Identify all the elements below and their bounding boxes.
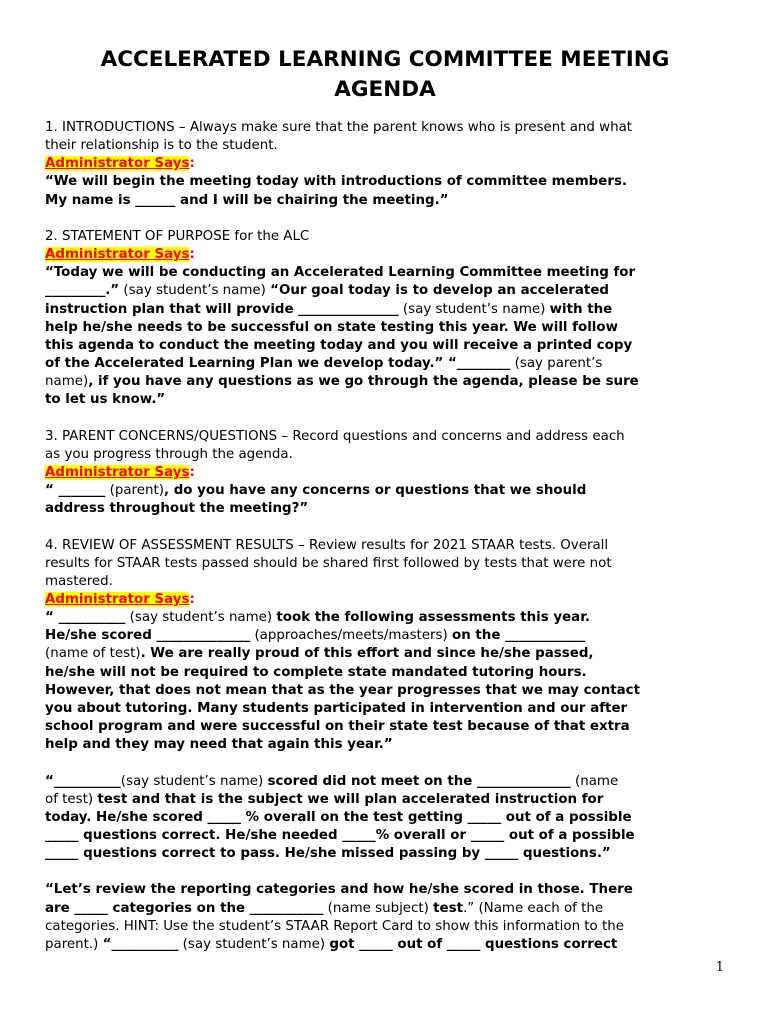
script-bold: _________.” <box>45 283 120 299</box>
script-line: today. He/she scored _____ % overall on the test getting _____ out of a possible <box>45 809 632 825</box>
section-parent-concerns <box>45 428 723 519</box>
administrator-says-colon: : <box>189 592 195 608</box>
script-line <box>45 936 723 954</box>
administrator-says-colon: : <box>189 247 195 263</box>
section-instruction: their relationship is to the student. <box>45 138 278 154</box>
script-bold: . We are really proud of this effort and since he/she passed, <box>140 646 594 662</box>
script-bold: with the <box>549 301 613 317</box>
script-line <box>45 773 723 791</box>
agenda-body <box>45 119 723 954</box>
section-instruction: mastered. <box>45 573 113 589</box>
script-line <box>45 482 723 500</box>
script-line: _____ questions correct to pass. He/she missed passing by _____ questions.” <box>45 846 611 862</box>
administrator-says-highlight: Administrator Says <box>45 464 190 480</box>
script-line: “Today we will be conducting an Accelerated Learning Committee meeting for <box>45 265 636 281</box>
script-note: (approaches/meets/masters) <box>250 628 453 644</box>
script-line <box>45 645 723 663</box>
script-line <box>45 282 723 300</box>
administrator-says-highlight: Administrator Says <box>45 592 190 608</box>
script-line <box>45 627 723 645</box>
script-line: However, that does not mean that as the year progresses that we may contact <box>45 682 641 698</box>
script-note: name) <box>45 374 89 390</box>
script-note: (name subject) <box>323 900 434 916</box>
title-line-1: ACCELERATED LEARNING COMMITTEE MEETING <box>100 47 670 72</box>
script-bold: instruction plan that will provide _______________ <box>45 301 399 317</box>
script-note: (name of test) <box>45 646 141 662</box>
script-line: you about tutoring. Many students participated in intervention and our after <box>45 700 628 716</box>
section-heading: 1. INTRODUCTIONS – Always make sure that the parent knows who is present and what <box>45 120 633 135</box>
script-line: _____ questions correct. He/she needed _____% overall or _____ out of a possible <box>45 828 635 844</box>
script-bold: test and that is the subject we will plan accelerated instruction for <box>97 791 604 807</box>
document-title <box>40 45 730 105</box>
script-line <box>45 373 723 391</box>
section-instruction: as you progress through the agenda. <box>45 446 293 462</box>
section-instruction: results for STAAR tests passed should be shared first followed by tests that were not <box>45 555 612 571</box>
script-note: (parent) <box>105 483 164 499</box>
page-number: 1 <box>715 960 724 975</box>
administrator-says-colon: : <box>189 156 195 172</box>
section-heading: 4. REVIEW OF ASSESSMENT RESULTS – Review results for 2021 STAAR tests. Overall <box>45 537 609 553</box>
script-note: (say student’s name) <box>398 301 550 317</box>
script-line: help and they may need that again this year.” <box>45 737 393 753</box>
script-bold: “__________ <box>102 936 179 952</box>
title-line-2: AGENDA <box>334 77 436 102</box>
script-line: school program and were successful on their state test because of that extra <box>45 719 630 735</box>
script-bold: “Our goal today is to develop an accelerated <box>270 283 609 299</box>
script-note: (name <box>570 773 619 789</box>
script-note: (say student’s name) <box>178 936 330 952</box>
script-line: to let us know.” <box>45 392 166 408</box>
script-bold: scored did not meet on the ______________ <box>267 773 571 789</box>
script-bold: , do you have any concerns or questions that we should <box>163 483 587 499</box>
script-note: parent.) <box>45 936 103 952</box>
administrator-says-colon: : <box>189 464 195 480</box>
administrator-says-label <box>45 246 723 264</box>
script-bold: He/she scored ______________ <box>45 628 251 644</box>
script-line: he/she will not be required to complete state mandated tutoring hours. <box>45 664 587 680</box>
script-bold: of the Accelerated Learning Plan we develop today.” “________ <box>45 356 511 372</box>
script-note: (say student’s name) <box>120 773 268 789</box>
administrator-says-highlight: Administrator Says <box>45 156 190 172</box>
script-bold: “__________ <box>45 773 121 789</box>
script-line: “Let’s review the reporting categories and how he/she scored in those. There <box>45 882 633 898</box>
section-reporting-categories <box>45 881 723 954</box>
section-did-not-meet <box>45 773 723 864</box>
script-bold: , if you have any questions as we go through the agenda, please be sure <box>88 374 639 390</box>
script-bold: are _____ categories on the ___________ <box>45 900 324 916</box>
section-instruction: categories. HINT: Use the student’s STAAR Report Card to show this information to the <box>45 918 624 934</box>
section-heading: 2. STATEMENT OF PURPOSE for the ALC <box>45 228 310 244</box>
administrator-says-highlight: Administrator Says <box>45 247 190 263</box>
script-line <box>45 609 723 627</box>
section-heading: 3. PARENT CONCERNS/QUESTIONS – Record questions and concerns and address each <box>45 428 625 444</box>
script-bold: got _____ out of _____ questions correct <box>329 936 618 952</box>
script-note: (say student’s name) <box>125 610 277 626</box>
script-line <box>45 355 723 373</box>
script-line <box>45 900 723 918</box>
script-line: My name is ______ and I will be chairing the meeting.” <box>45 192 449 208</box>
script-line <box>45 791 723 809</box>
script-note: (say student’s name) <box>119 283 271 299</box>
section-introductions <box>45 119 723 210</box>
script-line: “We will begin the meeting today with introductions of committee members. <box>45 174 628 190</box>
administrator-says-label <box>45 155 723 173</box>
section-statement-of-purpose <box>45 228 723 410</box>
script-bold: on the ____________ <box>452 628 586 644</box>
script-line: this agenda to conduct the meeting today and you will receive a printed copy <box>45 337 633 353</box>
script-line <box>45 301 723 319</box>
script-bold: “ __________ <box>45 610 126 626</box>
script-line: help he/she needs to be successful on state testing this year. We will follow <box>45 319 618 335</box>
script-line: address throughout the meeting?” <box>45 501 309 517</box>
script-note: of test) <box>45 791 98 807</box>
administrator-says-label <box>45 591 723 609</box>
script-note: .” (Name each of the <box>463 900 604 916</box>
administrator-says-label <box>45 464 723 482</box>
script-bold: test <box>433 900 463 916</box>
script-note: (say parent’s <box>510 356 603 372</box>
script-bold: took the following assessments this year. <box>276 610 590 626</box>
script-bold: “ _______ <box>45 483 106 499</box>
section-review-assessment-results <box>45 537 723 755</box>
